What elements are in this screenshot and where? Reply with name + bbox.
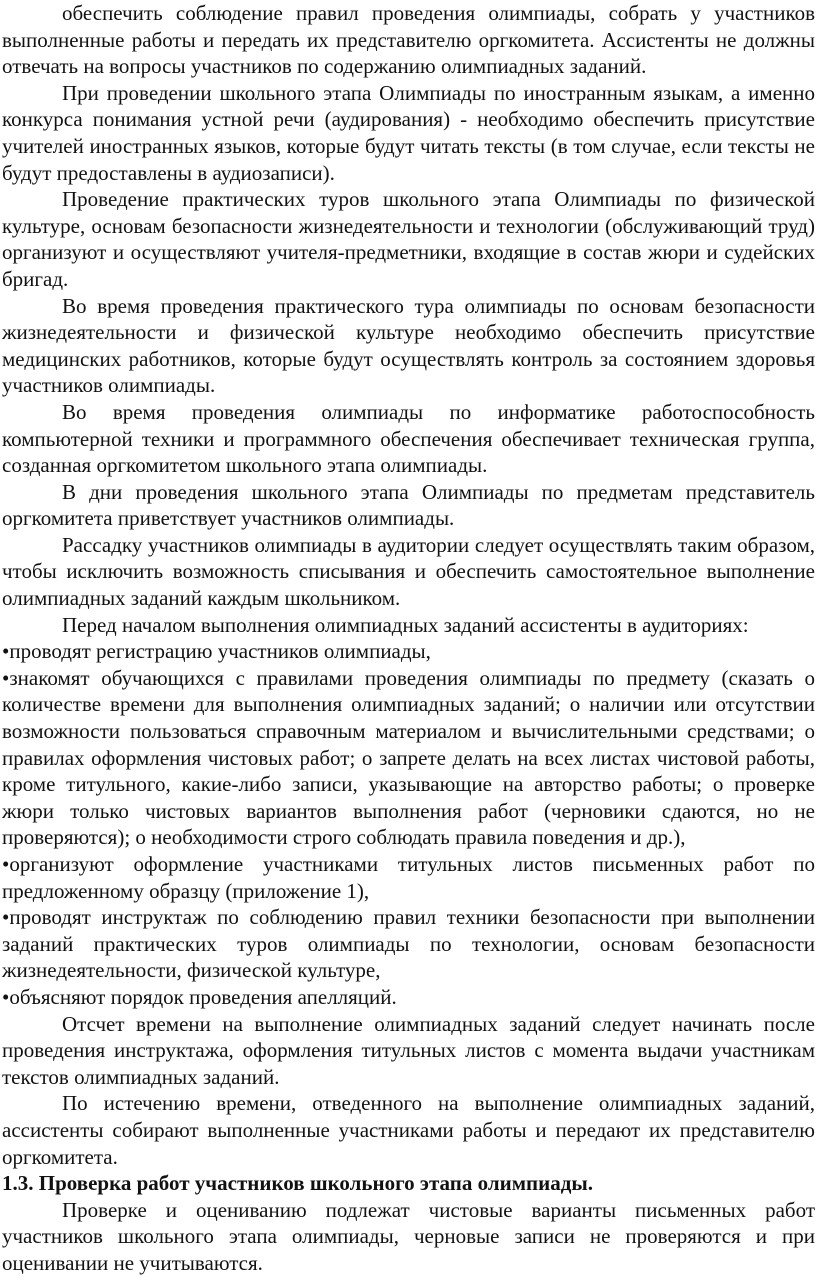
list-item: •проводят инструктаж по соблюдению правил техники безопасности при выполнении заданий практических туров олимпиады по технологии, основам безопасности жизнедеятельности, физической культуре,	[2, 905, 815, 983]
paragraph-timing: Отсчет времени на выполнение олимпиадных заданий следует начинать после проведения инструктажа, оформления титульных листов с момента выдачи участникам текстов олимпиадных заданий.	[2, 1011, 815, 1089]
paragraph-collection: По истечению времени, отведенного на выполнение олимпиадных заданий, ассистенты собирают выполненные участниками работы и передают их представителю оргкомитета.	[2, 1091, 815, 1169]
paragraph-medical-staff: Во время проведения практического тура олимпиады по основам безопасности жизнедеятельности и физической культуре необходимо обеспечить присутствие медицинских работников, которые будут осуществлять контроль за состоянием здоровья участников олимпиады.	[2, 293, 815, 398]
section-heading: 1.3. Проверка работ участников школьного этапа олимпиады.	[2, 1171, 593, 1196]
paragraph-seating: Рассадку участников олимпиады в аудитории следует осуществлять таким образом, чтобы исключить возможность списывания и обеспечить самостоятельное выполнение олимпиадных заданий каждым школьником.	[2, 532, 815, 611]
paragraph-before-start: Перед началом выполнения олимпиадных заданий ассистенты в аудиториях:	[62, 612, 749, 637]
paragraph-practical-rounds: Проведение практических туров школьного этапа Олимпиады по физической культуре, основам безопасности жизнедеятельности и технологии (обслуживающий труд) организуют и осуществляют учителя-предметники, входящие в состав жюри и судейских бригад.	[2, 187, 815, 291]
paragraph-evaluation: Проверке и оцениванию подлежат чистовые варианты письменных работ участников школьного этапа олимпиады, черновые записи не проверяются и при оценивании не учитываются.	[2, 1197, 815, 1275]
list-item: •знакомят обучающихся с правилами проведения олимпиады по предмету (сказать о количестве времени для выполнения олимпиадных заданий; о наличии или отсутствии возможности пользоваться справочным материалом и вычислительными средствами; о правилах оформления чистовых работ; о запрете делать на всех листах чистовой работы, кроме титульного, какие-либо записи, указывающие на авторство работы; о проверке жюри только чистовых вариантов выполнения работ (черновики сдаются, но не проверяются); о необходимости строго соблюдать правила поведения и др.),	[2, 665, 815, 850]
paragraph-foreign-languages: При проведении школьного этапа Олимпиады по иностранным языкам, а именно конкурса понимания устной речи (аудирования) - необходимо обеспечить присутствие учителей иностранных языков, которые будут читать тексты (в том случае, если тексты не будут предоставлены в аудиозаписи).	[2, 80, 815, 185]
list-item: •организуют оформление участниками титульных листов письменных работ по предложенному образцу (приложение 1),	[2, 852, 815, 903]
paragraph-assistants-duties: обеспечить соблюдение правил проведения олимпиады, собрать у участников выполненные работы и передать их представителю оргкомитета. Ассистенты не должны отвечать на вопросы участников по содержанию олимпиадных заданий.	[2, 1, 815, 79]
paragraph-informatics: Во время проведения олимпиады по информатике работоспособность компьютерной техники и программного обеспечения обеспечивает техническая группа, созданная оргкомитетом школьного этапа олимпиады.	[2, 399, 815, 478]
paragraph-greeting: В дни проведения школьного этапа Олимпиады по предметам представитель оргкомитета приветствует участников олимпиады.	[2, 479, 815, 531]
list-item: •объясняют порядок проведения апелляций.	[2, 984, 397, 1009]
list-item: •проводят регистрацию участников олимпиады,	[2, 639, 431, 664]
